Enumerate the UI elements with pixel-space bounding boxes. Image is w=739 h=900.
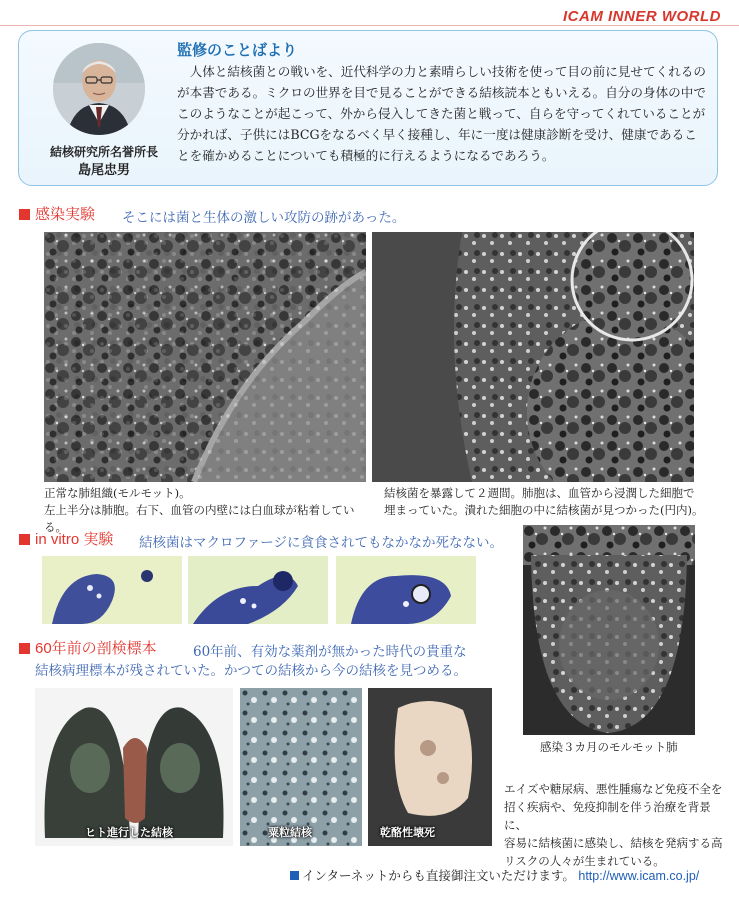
specimen-label-2: 粟粒結核 (268, 827, 312, 839)
section3-subtitle-2: 結核病理標本が残されていた。かつての結核から今の結核を見つめる。 (35, 663, 467, 679)
autopsy-specimen-photo (35, 688, 233, 846)
section3-subtitle-1: 60年前、有効な薬剤が無かった時代の貴重な (193, 644, 467, 660)
specimen-image (240, 688, 362, 846)
side-note-line1: エイズや糖尿病、悪性腫瘍など免疫不全を (504, 782, 723, 796)
caption-infected-line2: 埋まっていた。潰れた細胞の中に結核菌が見つかった(円内)。 (384, 503, 704, 517)
caption-normal-line2: 左上半分は肺胞。右下、血管の内壁には白血球が粘着している。 (44, 503, 355, 534)
footer-marker-icon (290, 871, 299, 880)
supervisor-box (18, 30, 718, 186)
section-marker-icon (19, 643, 30, 654)
supervisor-heading: 監修のことばより (177, 42, 298, 59)
sem-image (372, 232, 694, 482)
micro-image (336, 556, 476, 624)
sem-image (523, 525, 695, 735)
micro-image (42, 556, 182, 624)
macrophage-photo-3 (336, 556, 476, 624)
caption-infected (384, 485, 704, 519)
section-marker-icon (19, 534, 30, 545)
sem-image (44, 232, 366, 482)
supervisor-text: 人体と結核菌との戦いを、近代科学の力と素晴らしい技術を使って目の前に見せてくれるのが本書である。ミクロの世界を目で見ることができる結核読本ともいえる。自分の身体の中でこのようなことが起こって、外から侵入してきた菌と戦って、自らを守ってくれていることが分かれば、子供にはBCGをなるべく早く接種し、年に一度は健康診断を受け、健康であることを確かめることについても積極的に行えるようになるであろう。 (177, 64, 706, 163)
miliary-tb-photo (240, 688, 362, 846)
supervisor-role: 結核研究所名誉所長 (49, 145, 158, 159)
brand-title: ICAM INNER WORLD (563, 8, 721, 25)
section3-title: 60年前の剖検標本 (35, 640, 157, 657)
specimen-label-3: 乾酪性壊死 (380, 827, 435, 839)
infected-lung-photo (372, 232, 694, 482)
section-marker-icon (19, 209, 30, 220)
caption-normal-line1: 正常な肺組織(モルモット)。 (44, 486, 191, 500)
side-caption: 感染３カ月のモルモット肺 (540, 740, 678, 754)
side-note-line4: リスクの人々が生まれている。 (504, 854, 665, 868)
side-note (504, 780, 724, 870)
footer-text: インターネットからも直接御注文いただけます。 (302, 869, 575, 883)
micro-image (188, 556, 328, 624)
specimen-label-1: ヒト進行した結核 (85, 827, 173, 839)
supervisor-portrait (53, 43, 145, 135)
guinea-pig-lung-photo (523, 525, 695, 735)
side-note-line2: 招く疾病や、免疫抑制を伴う治療を背景に、 (504, 800, 711, 832)
supervisor-name: 島尾忠男 (77, 163, 130, 178)
header-rule (0, 25, 739, 26)
footer (290, 866, 699, 884)
normal-lung-photo (44, 232, 366, 482)
caption-infected-line1: 結核菌を暴露して２週間。肺胞は、血管から浸潤した細胞で (384, 486, 695, 500)
macrophage-photo-1 (42, 556, 182, 624)
footer-url-link[interactable]: http://www.icam.co.jp/ (578, 869, 700, 883)
side-note-line3: 容易に結核菌に感染し、結核を発病する高 (504, 836, 723, 850)
section1-title: 感染実験 (35, 206, 96, 223)
portrait-image (53, 43, 145, 135)
specimen-image (35, 688, 233, 846)
specimen-image (368, 688, 492, 846)
section2-subtitle: 結核菌はマクロファージに貪食されてもなかなか死なない。 (139, 535, 503, 551)
macrophage-photo-2 (188, 556, 328, 624)
section1-subtitle: そこには菌と生体の激しい攻防の跡があった。 (122, 210, 406, 226)
caseous-necrosis-photo (368, 688, 492, 846)
section2-title: in vitro 実験 (35, 531, 114, 548)
